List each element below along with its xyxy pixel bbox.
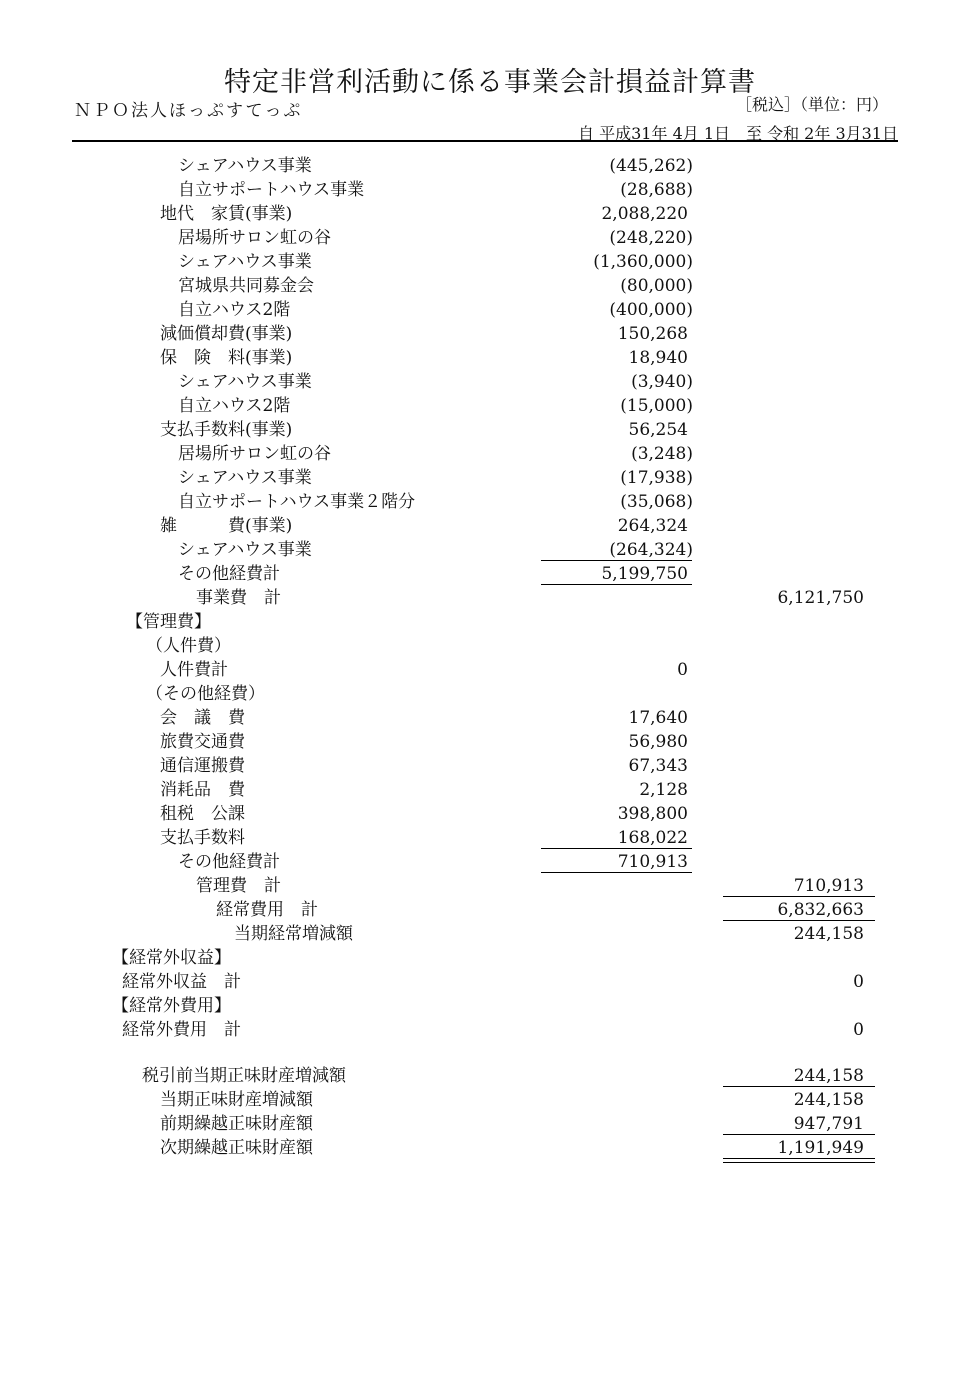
row-label: 通信運搬費: [160, 756, 245, 776]
row-label: 雑 費(事業): [160, 516, 293, 536]
statement-row: [0, 418, 980, 442]
row-label: 税引前当期正味財産増減額: [142, 1066, 346, 1086]
total-amount: 710,913: [793, 876, 864, 896]
row-label: 自立サポートハウス事業: [178, 180, 365, 200]
row-label: 経常費用 計: [216, 900, 318, 920]
grand-total-double-rule: [723, 1158, 875, 1163]
row-label: 次期繰越正味財産額: [160, 1138, 313, 1158]
subtotal-rule: [541, 560, 692, 561]
total-amount: 6,832,663: [777, 900, 864, 920]
total-amount: 947,791: [793, 1114, 864, 1134]
statement-row: [0, 1064, 980, 1088]
row-label: 支払手数料(事業): [160, 420, 293, 440]
total-amount: 244,158: [793, 1090, 864, 1110]
statement-row: [0, 874, 980, 898]
statement-row: [0, 394, 980, 418]
row-label: シェアハウス事業: [178, 252, 312, 272]
detail-amount: 0: [677, 660, 688, 680]
row-label: 経常外収益 計: [122, 972, 241, 992]
detail-amount: 398,800: [617, 804, 688, 824]
row-label: 自立ハウス2階: [178, 300, 291, 320]
statement-row: [0, 1112, 980, 1136]
statement-row: [0, 202, 980, 226]
detail-amount: 5,199,750: [601, 564, 688, 584]
total-amount: 244,158: [793, 1066, 864, 1086]
statement-row: [0, 514, 980, 538]
row-label: その他経費計: [178, 564, 280, 584]
fiscal-period: 自 平成31年 4月 1日 至 令和 2年 3月31日: [578, 124, 898, 143]
row-label: 【経常外費用】: [112, 996, 231, 1016]
detail-amount: 56,254: [628, 420, 688, 440]
statement-row: [0, 682, 980, 706]
row-label: 事業費 計: [196, 588, 281, 608]
row-label: 管理費 計: [196, 876, 281, 896]
statement-row: [0, 802, 980, 826]
row-label: 自立ハウス2階: [178, 396, 291, 416]
statement-row: [0, 466, 980, 490]
detail-amount: (17,938): [620, 468, 693, 488]
detail-amount: (28,688): [620, 180, 693, 200]
statement-row: [0, 322, 980, 346]
total-rule: [723, 920, 875, 921]
row-label: 当期経常増減額: [234, 924, 353, 944]
row-label: 人件費計: [160, 660, 228, 680]
total-rule: [723, 896, 875, 897]
statement-row: [0, 706, 980, 730]
statement-row: [0, 154, 980, 178]
statement-row: [0, 250, 980, 274]
row-label: 支払手数料: [160, 828, 245, 848]
total-amount: 0: [853, 1020, 864, 1040]
total-amount: 244,158: [793, 924, 864, 944]
statement-row: [0, 658, 980, 682]
statement-row: [0, 1136, 980, 1160]
row-label: 宮城県共同募金会: [178, 276, 314, 296]
statement-row: [0, 994, 980, 1018]
row-label: （人件費）: [146, 636, 231, 656]
row-label: 経常外費用 計: [122, 1020, 241, 1040]
row-label: 前期繰越正味財産額: [160, 1114, 313, 1134]
statement-row: [0, 898, 980, 922]
statement-title: 特定非営利活動に係る事業会計損益計算書: [224, 67, 756, 98]
statement-row: [0, 490, 980, 514]
row-label: シェアハウス事業: [178, 156, 312, 176]
row-label: 保 険 料(事業): [160, 348, 293, 368]
total-amount: 1,191,949: [777, 1138, 864, 1158]
detail-amount: 2,088,220: [601, 204, 688, 224]
statement-row: [0, 754, 980, 778]
organization-name: ＮＰＯ法人ほっぷすてっぷ: [74, 101, 303, 121]
detail-amount: 17,640: [628, 708, 688, 728]
row-label: 【経常外収益】: [112, 948, 231, 968]
row-label: その他経費計: [178, 852, 280, 872]
detail-amount: 2,128: [639, 780, 688, 800]
total-rule: [723, 1134, 875, 1135]
subtotal-rule: [541, 872, 692, 873]
statement-row: [0, 922, 980, 946]
detail-amount: 264,324: [617, 516, 688, 536]
statement-row: [0, 226, 980, 250]
header-rule: [72, 140, 898, 142]
row-label: （その他経費）: [146, 684, 265, 704]
statement-row: [0, 850, 980, 874]
statement-row: [0, 610, 980, 634]
statement-row: [0, 178, 980, 202]
row-label: 【管理費】: [126, 612, 211, 632]
row-label: 居場所サロン虹の谷: [178, 444, 331, 464]
detail-amount: (264,324): [609, 540, 693, 560]
detail-amount: (400,000): [609, 300, 693, 320]
total-rule: [723, 1086, 875, 1087]
statement-row: [0, 1018, 980, 1042]
detail-amount: (445,262): [609, 156, 693, 176]
unit-note: ［税込］（単位：円）: [735, 95, 888, 114]
total-amount: 6,121,750: [777, 588, 864, 608]
statement-row: [0, 586, 980, 610]
row-label: 減価償却費(事業): [160, 324, 293, 344]
statement-row: [0, 946, 980, 970]
statement-row: [0, 370, 980, 394]
detail-amount: (80,000): [620, 276, 693, 296]
row-label: 消耗品 費: [160, 780, 245, 800]
statement-row: [0, 970, 980, 994]
row-label: 旅費交通費: [160, 732, 245, 752]
detail-amount: (3,248): [631, 444, 693, 464]
row-label: 会 議 費: [160, 708, 245, 728]
statement-row: [0, 298, 980, 322]
detail-amount: 67,343: [628, 756, 688, 776]
subtotal-rule: [541, 848, 692, 849]
row-label: シェアハウス事業: [178, 468, 312, 488]
detail-amount: 150,268: [617, 324, 688, 344]
detail-amount: 18,940: [628, 348, 688, 368]
detail-amount: 56,980: [628, 732, 688, 752]
statement-row: [0, 634, 980, 658]
detail-amount: 168,022: [617, 828, 688, 848]
row-label: 当期正味財産増減額: [160, 1090, 313, 1110]
row-label: 地代 家賃(事業): [160, 204, 293, 224]
row-label: 居場所サロン虹の谷: [178, 228, 331, 248]
statement-row: [0, 346, 980, 370]
statement-row: [0, 730, 980, 754]
statement-row: [0, 778, 980, 802]
detail-amount: (1,360,000): [593, 252, 693, 272]
statement-row: [0, 442, 980, 466]
statement-row: [0, 826, 980, 850]
row-label: シェアハウス事業: [178, 540, 312, 560]
statement-row: [0, 1088, 980, 1112]
detail-amount: (15,000): [620, 396, 693, 416]
row-label: 自立サポートハウス事業２階分: [178, 492, 416, 512]
row-label: 租税 公課: [160, 804, 245, 824]
detail-amount: (3,940): [631, 372, 693, 392]
statement-row: [0, 538, 980, 562]
statement-row: [0, 274, 980, 298]
row-label: シェアハウス事業: [178, 372, 312, 392]
subtotal-rule: [541, 584, 692, 585]
statement-row: [0, 562, 980, 586]
detail-amount: 710,913: [617, 852, 688, 872]
total-amount: 0: [853, 972, 864, 992]
detail-amount: (35,068): [620, 492, 693, 512]
detail-amount: (248,220): [609, 228, 693, 248]
